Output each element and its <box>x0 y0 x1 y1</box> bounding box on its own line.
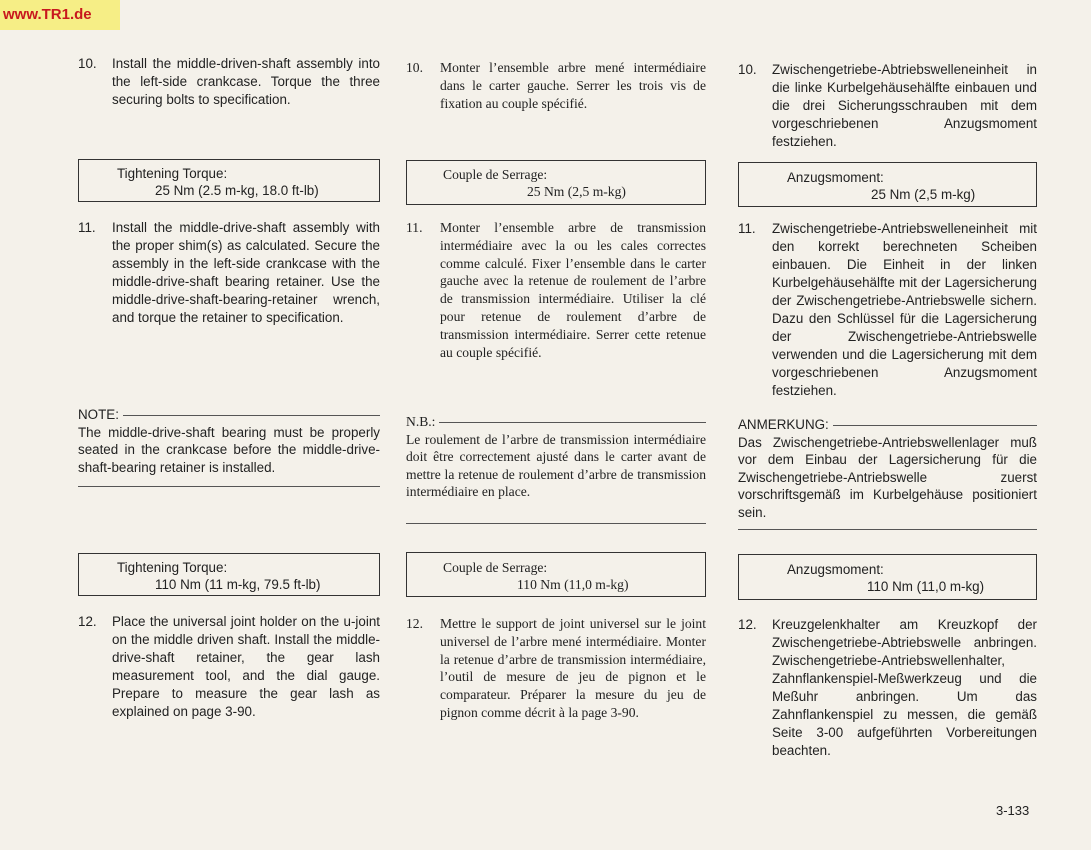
step-number: 10. <box>406 60 423 75</box>
torque-value: 110 Nm (11,0 m-kg) <box>517 577 629 592</box>
note-text: The middle-drive-shaft bearing must be properly seated in the crankcase before the middle-drive-shaft-bearing retainer is installed. <box>78 424 380 475</box>
step-number: 10. <box>738 62 757 77</box>
step-text: Install the middle-driven-shaft assembly into the left-side crankcase. Torque the three securing bolts to specification. <box>112 56 380 107</box>
note-rule <box>833 425 1037 426</box>
torque-value: 25 Nm (2,5 m-kg) <box>527 184 626 199</box>
step-number: 12. <box>406 616 423 631</box>
note-end-rule <box>406 523 706 524</box>
torque-value: 110 Nm (11 m-kg, 79.5 ft-lb) <box>155 577 321 592</box>
step-10 <box>738 61 1037 151</box>
torque-value: 25 Nm (2,5 m-kg) <box>871 187 976 202</box>
torque-label: Tightening Torque: <box>117 166 228 181</box>
step-text: Place the universal joint holder on the u-joint on the middle driven shaft. Install the middle-drive-shaft retainer, the gear lash measurement tool, and the dial gauge. Prepare to measure the gear lash as explained on page 3-90. <box>112 614 380 719</box>
torque-box <box>738 162 1037 207</box>
step-10 <box>406 59 706 112</box>
torque-box <box>78 159 380 202</box>
step-number: 11. <box>78 220 96 235</box>
step-11 <box>78 219 380 327</box>
note-text: Le roulement de l’arbre de transmission intermédiaire doit être correctement ajusté dans le carter avant de mettre la retenue de roulement d’arbre de transmission intermédiaire en place. <box>406 431 706 499</box>
step-10 <box>78 55 380 109</box>
note-heading: NOTE: <box>78 407 119 422</box>
torque-label: Anzugsmoment: <box>787 170 884 185</box>
torque-label: Couple de Serrage: <box>443 560 548 575</box>
step-text: Mettre le support de joint universel sur le joint universel de l’arbre mené intermédiaire. Monter la retenue d’arbre de transmission intermédiaire, l’outil de mesure de jeu de pignon et le comparateur. Préparer la mesure du jeu de pignon comme décrit à la page 3-90. <box>440 616 706 720</box>
note <box>738 416 1037 521</box>
torque-box <box>406 552 706 597</box>
torque-label: Couple de Serrage: <box>443 167 548 182</box>
torque-label: Anzugsmoment: <box>787 562 884 577</box>
torque-value: 25 Nm (2.5 m-kg, 18.0 ft-lb) <box>155 183 319 198</box>
step-text: Install the middle-drive-shaft assembly with the proper shim(s) as calculated. Secure the assembly in the left-side crankcase with the middle-drive-shaft bearing retainer. Use the middle-drive-shaft-bearing-retainer wrench, and torque the retainer to specification. <box>112 220 380 325</box>
note-rule <box>439 422 706 423</box>
torque-label: Tightening Torque: <box>117 560 228 575</box>
step-text: Zwischengetriebe-Abtriebswelleneinheit in die linke Kurbelgehäusehälfte einbauen und die drei Sicherungsschrauben mit dem vorgeschriebenen Anzugsmoment festziehen. <box>772 62 1037 149</box>
step-11 <box>406 219 706 361</box>
step-text: Monter l’ensemble arbre mené intermédiaire dans le carter gauche. Serrer les trois vis de fixation au couple spécifié. <box>440 60 706 111</box>
note-rule <box>123 415 380 416</box>
step-12 <box>406 615 706 722</box>
step-number: 11. <box>738 221 756 236</box>
step-text: Zwischengetriebe-Antriebswelleneinheit mit den korrekt berechneten Scheiben einbauen. Die Einheit in der linken Kurbelgehäusehälfte mit der Lagersicherung der Zwischengetriebe-Antriebswelle sichern. Dazu den Schlüssel für die Lagersicherung der Zwischengetriebe-Antriebswelle verwenden und die Lagersicherung mit dem vorgeschriebenen Anzugsmoment festziehen. <box>772 221 1037 398</box>
note <box>406 413 706 501</box>
step-12 <box>738 616 1037 760</box>
step-text: Kreuzgelenkhalter am Kreuzkopf der Zwischengetriebe-Abtriebswelle anbringen. Zwischengetriebe-Antriebswellenhalter, Zahnflankenspiel-Meßwerkzeug und die Meßuhr anbringen. Um das Zahnflankenspiel zu messen, die gemäß Seite 3-00 aufgeführten Vorbereitungen beachten. <box>772 617 1037 758</box>
step-number: 10. <box>78 56 97 71</box>
step-number: 12. <box>738 617 757 632</box>
note-heading: ANMERKUNG: <box>738 417 829 432</box>
note-text: Das Zwischengetriebe-Antriebswellenlager muß vor dem Einbau der Lagersicherung für die Zwischengetriebe-Antriebswelle zuerst vorschriftsgemäß im Kurbelgehäuse positioniert sein. <box>738 434 1037 520</box>
step-text: Monter l’ensemble arbre de transmission intermédiaire avec la ou les cales correctes comme calculé. Fixer l’ensemble dans le carter gauche avec la retenue de roulement de l’arbre de transmission intermédiaire. Utiliser la clé pour retenue de roulement d’arbre de transmission intermédiaire. Serrer cette retenue au couple spécifié. <box>440 220 706 360</box>
torque-box <box>78 553 380 596</box>
note-end-rule <box>738 529 1037 530</box>
note-end-rule <box>78 486 380 487</box>
torque-value: 110 Nm (11,0 m-kg) <box>867 579 985 594</box>
step-12 <box>78 613 380 721</box>
torque-box <box>738 554 1037 600</box>
step-number: 11. <box>406 220 423 235</box>
torque-box <box>406 160 706 205</box>
page-number: 3-133 <box>996 803 1030 818</box>
note-heading: N.B.: <box>406 414 436 429</box>
watermark: www.TR1.de <box>0 0 120 30</box>
note <box>78 406 380 476</box>
step-number: 12. <box>78 614 97 629</box>
step-11 <box>738 220 1037 400</box>
